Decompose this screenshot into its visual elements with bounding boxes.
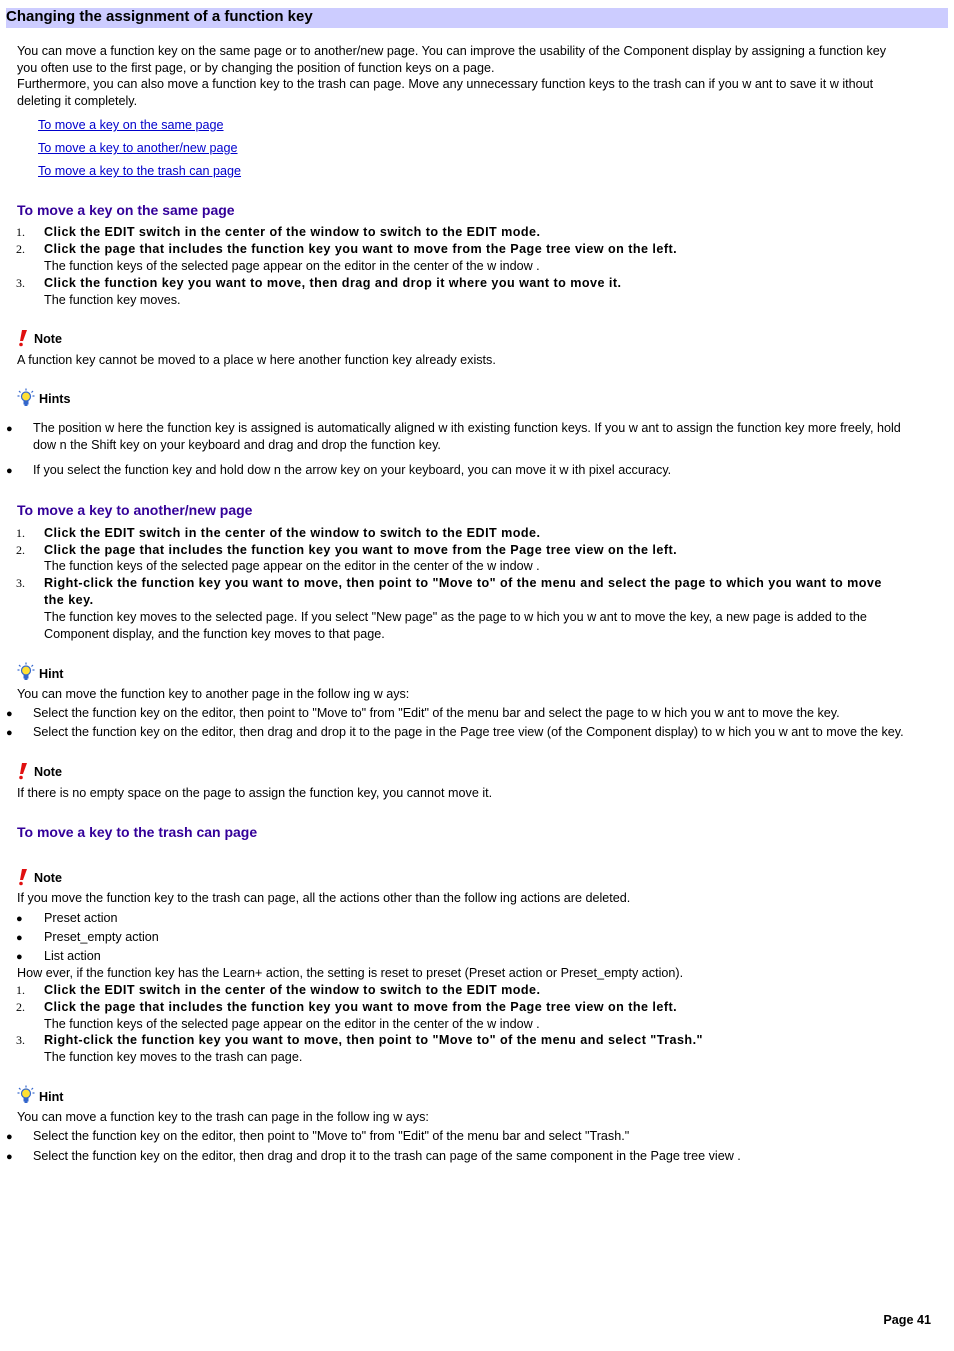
toc-link-same-page[interactable]: To move a key on the same page (38, 118, 224, 132)
step-number: 2. (16, 1000, 25, 1014)
intro-line-2: you often use to the first page, or by changing the position of function keys on a page. (17, 61, 495, 75)
hint-item: Select the function key on the editor, then point to "Move to" from "Edit" of the menu bar and select "Trash." (33, 1129, 630, 1143)
bullet-icon: ● (6, 465, 13, 477)
bullet-icon: ● (6, 423, 13, 435)
toc-link-another-page[interactable]: To move a key to another/new page (38, 141, 238, 155)
bullet-icon: ● (6, 727, 13, 739)
lightbulb-hint-icon (17, 388, 35, 407)
step-detail: The function key moves. (44, 293, 181, 307)
step-number: 2. (16, 543, 25, 557)
step-detail: The function keys of the selected page appear on the editor in the center of the w indow . (44, 259, 540, 273)
note-label: Note (34, 871, 62, 885)
toc-link-trash-page[interactable]: To move a key to the trash can page (38, 164, 242, 178)
hint-item-line: If you select the function key and hold dow n the arrow key on your keyboard, you can move it w ith pixel accuracy. (33, 463, 672, 477)
step-number: 2. (16, 242, 25, 256)
lightbulb-hint-icon (17, 662, 35, 681)
intro-line-3: Furthermore, you can also move a function key to the trash can page. Move any unnecessary function keys to the trash can if you w ant to save it w ithout (17, 77, 874, 91)
hint-item: Select the function key on the editor, then drag and drop it to the trash can page of the same component in the Page tree view . (33, 1149, 741, 1163)
step-detail: The function key moves to the trash can page. (44, 1050, 303, 1064)
step-detail: The function keys of the selected page appear on the editor in the center of the w indow . (44, 559, 540, 573)
section-heading-trash-page: To move a key to the trash can page (17, 824, 258, 840)
action-list-item: Preset_empty action (44, 930, 159, 944)
step-text: Click the EDIT switch in the center of the window to switch to the EDIT mode. (44, 225, 541, 239)
hint-item-line: dow n the Shift key on your keyboard and drag and drop the function key. (33, 438, 441, 452)
bullet-icon: ● (6, 708, 13, 720)
step-text: Click the EDIT switch in the center of the window to switch to the EDIT mode. (44, 526, 541, 540)
hint-item: Select the function key on the editor, then point to "Move to" from "Edit" of the menu bar and select the page to w hich you w ant to move the key. (33, 706, 840, 720)
note-icon (17, 329, 29, 347)
hint-label: Hint (39, 667, 64, 681)
bullet-icon: ● (6, 1151, 13, 1163)
note-icon (17, 762, 29, 780)
section-heading-another-page: To move a key to another/new page (17, 502, 253, 518)
note-label: Note (34, 765, 62, 779)
section-heading-same-page: To move a key on the same page (17, 202, 235, 218)
step-number: 1. (16, 225, 25, 239)
note-after-text: How ever, if the function key has the Learn+ action, the setting is reset to preset (Preset action or Preset_empty action). (17, 966, 684, 980)
step-text: Click the page that includes the function key you want to move from the Page tree view on the left. (44, 1000, 678, 1014)
step-number: 3. (16, 276, 25, 290)
note-text: If you move the function key to the trash can page, all the actions other than the follow ing actions are deleted. (17, 891, 631, 905)
bullet-icon: ● (16, 951, 23, 963)
step-text: Right-click the function key you want to move, then point to "Move to" of the menu and select "Trash." (44, 1033, 703, 1047)
bullet-icon: ● (16, 932, 23, 944)
step-text: Click the EDIT switch in the center of the window to switch to the EDIT mode. (44, 983, 541, 997)
step-text: Right-click the function key you want to move, then point to "Move to" of the menu and select the page to which you want to move (44, 576, 882, 590)
hint-intro: You can move the function key to another page in the follow ing w ays: (17, 687, 410, 701)
step-number: 1. (16, 983, 25, 997)
step-detail: The function key moves to the selected page. If you select "New page" as the page to w hich you w ant to move the key, a new page is added to the (44, 610, 867, 624)
note-text: If there is no empty space on the page to assign the function key, you cannot move it. (17, 786, 493, 800)
intro-line-1: You can move a function key on the same page or to another/new page. You can improve the usability of the Component display by assigning a function key (17, 44, 887, 58)
bullet-icon: ● (16, 913, 23, 925)
step-detail: The function keys of the selected page appear on the editor in the center of the w indow . (44, 1017, 540, 1031)
note-label: Note (34, 332, 62, 346)
action-list-item: Preset action (44, 911, 118, 925)
page-number: Page 41 (883, 1313, 931, 1327)
step-text: Click the page that includes the function key you want to move from the Page tree view on the left. (44, 543, 678, 557)
step-text: Click the page that includes the function key you want to move from the Page tree view on the left. (44, 242, 678, 256)
page-title: Changing the assignment of a function key (6, 8, 313, 25)
hint-item: Select the function key on the editor, then drag and drop it to the page in the Page tree view (of the Component display) to w hich you w ant to move the key. (33, 725, 904, 739)
intro-line-4: deleting it completely. (17, 94, 138, 108)
step-number: 1. (16, 526, 25, 540)
action-list-item: List action (44, 949, 101, 963)
note-text: A function key cannot be moved to a place w here another function key already exists. (17, 353, 496, 367)
step-detail: Component display, and the function key moves to that page. (44, 627, 385, 641)
step-text: Click the function key you want to move, then drag and drop it where you want to move it. (44, 276, 622, 290)
hint-item-line: The position w here the function key is assigned is automatically aligned w ith existing function keys. If you w ant to assign the function key more freely, hold (33, 421, 901, 435)
step-number: 3. (16, 576, 25, 590)
lightbulb-hint-icon (17, 1085, 35, 1104)
note-icon (17, 868, 29, 886)
bullet-icon: ● (6, 1131, 13, 1143)
hints-label: Hints (39, 392, 71, 406)
hint-label: Hint (39, 1090, 64, 1104)
hint-intro: You can move a function key to the trash can page in the follow ing w ays: (17, 1110, 429, 1124)
step-text-continued: the key. (44, 593, 94, 607)
step-number: 3. (16, 1033, 25, 1047)
